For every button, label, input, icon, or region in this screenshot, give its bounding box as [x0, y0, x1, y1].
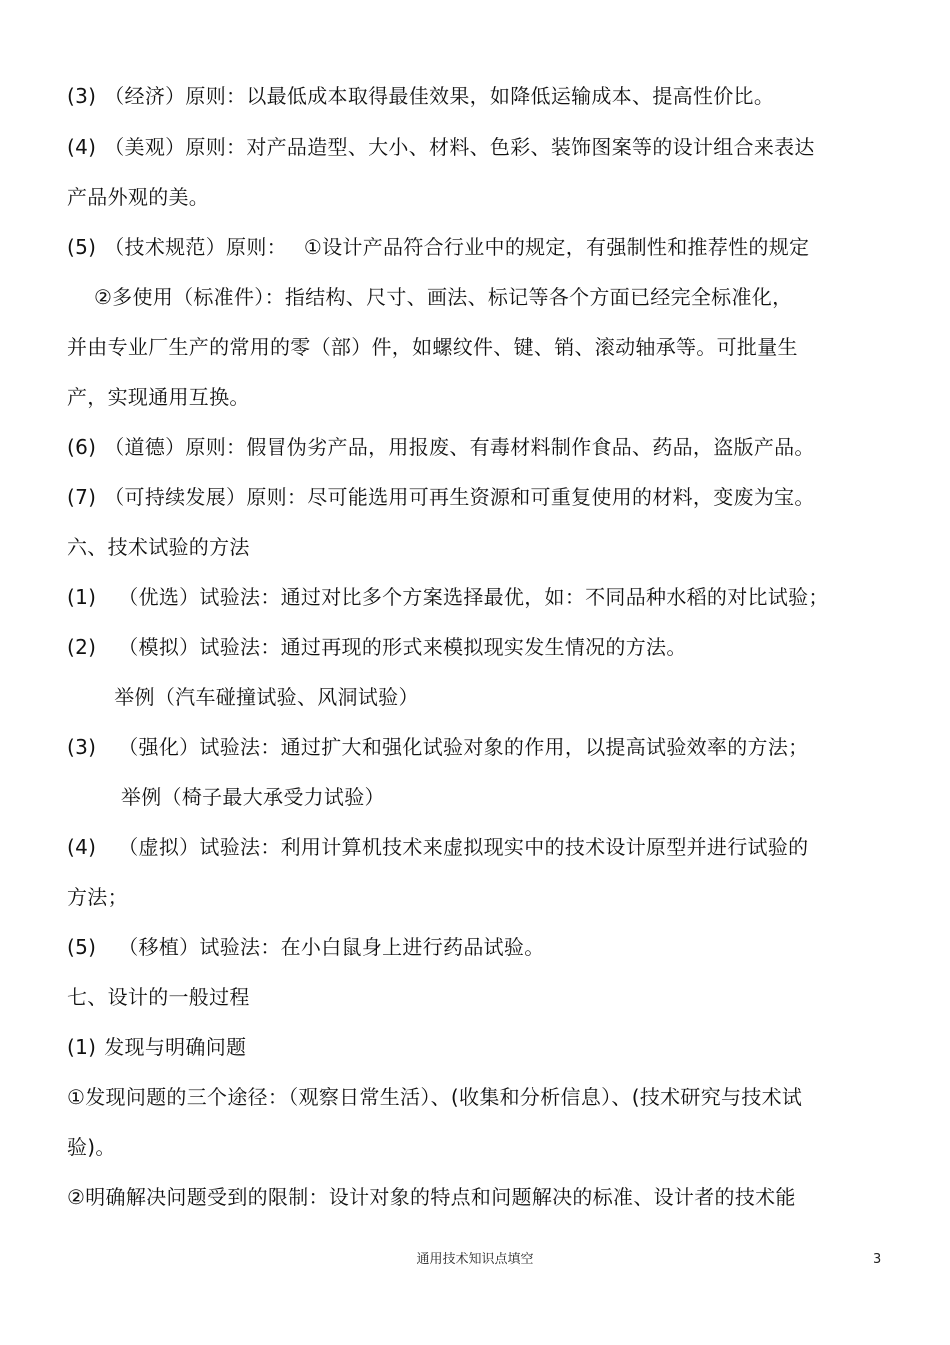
line-text: 举例（汽车碰撞试验、风洞试验）: [67, 685, 419, 709]
line-text: （移植）试验法：在小白鼠身上进行药品试验。: [118, 935, 545, 959]
page-number: 3: [873, 1252, 882, 1267]
line-text: ①发现问题的三个途径：（观察日常生活）、(收集和分析信息）、(技术研究与技术试: [67, 1085, 803, 1109]
item-number: (1): [67, 1035, 97, 1059]
text-line: [67, 583, 829, 611]
line-text: （技术规范）原则： ①设计产品符合行业中的规定，有强制性和推荐性的规定: [104, 235, 810, 259]
line-text: （可持续发展）原则：尽可能选用可再生资源和可重复使用的材料，变废为宝。: [104, 485, 815, 509]
line-text: 六、技术试验的方法: [67, 535, 250, 559]
item-number: (7): [67, 485, 97, 509]
text-line: [67, 1033, 246, 1061]
text-line: [67, 533, 250, 561]
line-text: 产品外观的美。: [67, 185, 210, 209]
text-line: [67, 1183, 796, 1211]
item-number: (1): [67, 585, 97, 609]
text-line: [67, 833, 808, 861]
text-line: [67, 333, 798, 361]
line-text: 七、设计的一般过程: [67, 985, 250, 1009]
item-number: (4): [67, 135, 97, 159]
text-line: [67, 683, 419, 711]
item-number: (3): [67, 735, 97, 759]
item-number: (2): [67, 635, 97, 659]
text-line: [67, 983, 250, 1011]
text-line: [67, 82, 774, 110]
text-line: [67, 233, 809, 261]
text-line: [67, 1083, 802, 1111]
line-text: （经济）原则：以最低成本取得最佳效果，如降低运输成本、提高性价比。: [104, 84, 775, 108]
line-text: （虚拟）试验法：利用计算机技术来虚拟现实中的技术设计原型并进行试验的: [118, 835, 809, 859]
text-line: [67, 483, 815, 511]
item-number: (5): [67, 235, 97, 259]
line-text: 举例（椅子最大承受力试验）: [67, 785, 385, 809]
line-text: 验)。: [67, 1135, 116, 1159]
text-line: [67, 383, 250, 411]
text-line: [67, 733, 808, 761]
text-line: [67, 933, 545, 961]
item-number: (4): [67, 835, 97, 859]
item-number: (3): [67, 84, 97, 108]
text-line: [67, 783, 385, 811]
text-line: [67, 1133, 116, 1161]
line-text: 发现与明确问题: [104, 1035, 247, 1059]
line-text: 方法；: [67, 885, 128, 909]
line-text: （优选）试验法：通过对比多个方案选择最优，如：不同品种水稻的对比试验；: [118, 585, 829, 609]
line-text: （道德）原则：假冒伪劣产品，用报废、有毒材料制作食品、药品，盗版产品。: [104, 435, 815, 459]
text-line: [67, 133, 815, 161]
line-text: 产，实现通用互换。: [67, 385, 250, 409]
text-line: [67, 633, 687, 661]
text-line: [67, 183, 209, 211]
line-text: 并由专业厂生产的常用的零（部）件，如螺纹件、键、销、滚动轴承等。可批量生: [67, 335, 798, 359]
item-number: (5): [67, 935, 97, 959]
line-text: （强化）试验法：通过扩大和强化试验对象的作用，以提高试验效率的方法；: [118, 735, 809, 759]
line-text: （模拟）试验法：通过再现的形式来模拟现实发生情况的方法。: [118, 635, 687, 659]
item-number: (6): [67, 435, 97, 459]
text-line: [67, 883, 128, 911]
line-text: （美观）原则：对产品造型、大小、材料、色彩、装饰图案等的设计组合来表达: [104, 135, 815, 159]
line-text: ②多使用（标准件）：指结构、尺寸、画法、标记等各个方面已经完全标准化，: [67, 285, 793, 309]
text-line: [67, 283, 792, 311]
footer-title: 通用技术知识点填空: [416, 1252, 534, 1267]
line-text: ②明确解决问题受到的限制：设计对象的特点和问题解决的标准、设计者的技术能: [67, 1185, 796, 1209]
text-line: [67, 433, 815, 461]
